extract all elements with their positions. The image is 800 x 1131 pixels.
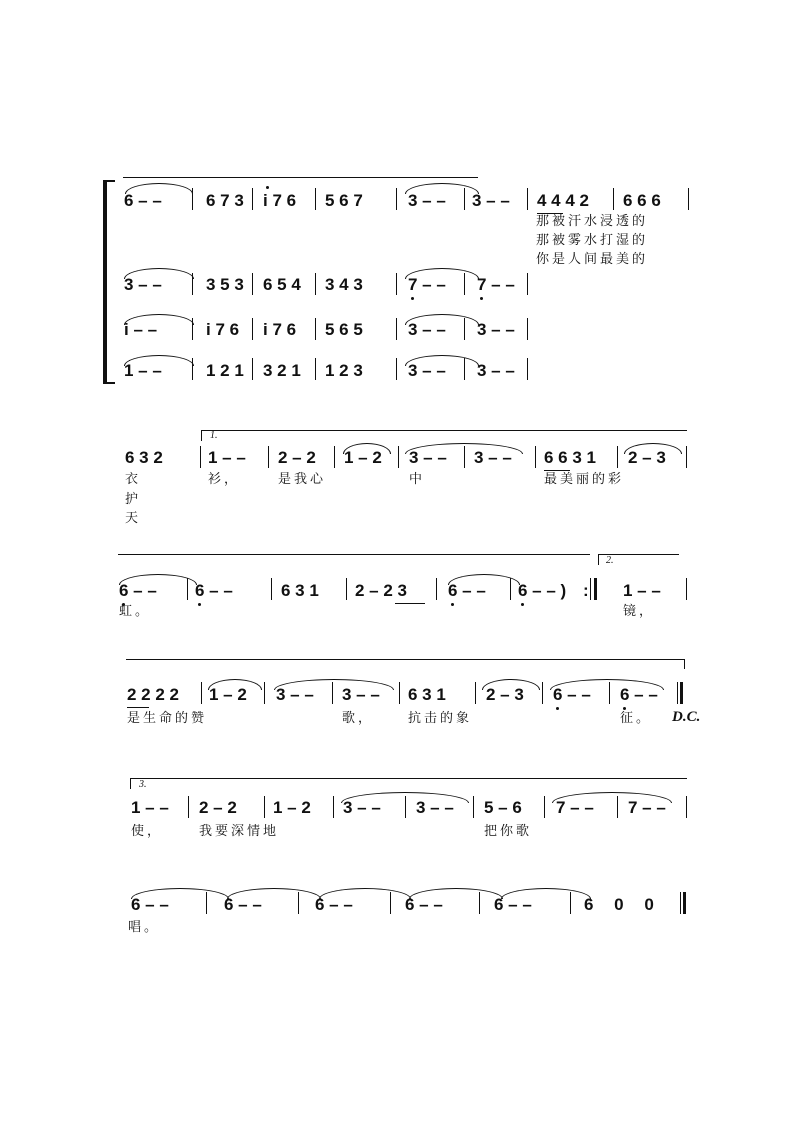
measure: 6 – –: [131, 895, 169, 914]
lyric: 我要深情地: [199, 824, 280, 839]
measure: 6 – –: [553, 685, 591, 704]
barline: [475, 682, 476, 704]
measure: 6 3 2: [125, 448, 163, 467]
measure: 6 – –: [224, 895, 262, 914]
measure: 6 – –: [448, 581, 486, 600]
volta-number: 3.: [139, 779, 147, 790]
measure: 6 – – ): [518, 581, 567, 600]
barline: [187, 578, 188, 600]
system-bracket: [103, 180, 115, 384]
measure: 6 6 3 1: [544, 448, 596, 467]
final-barline: [677, 682, 683, 704]
measure: 5 6 5: [325, 320, 363, 339]
low-octave-dot: [451, 603, 454, 606]
measure: 3 – –: [276, 685, 314, 704]
barline: [464, 358, 465, 380]
underline: [544, 470, 570, 471]
staff-line: [126, 659, 684, 660]
measure: 1 – 2: [344, 448, 382, 467]
barline: [333, 796, 334, 818]
lyric: 虹。: [119, 604, 152, 619]
barline: [527, 188, 528, 210]
barline: [535, 446, 536, 468]
measure: 1 – –: [623, 581, 661, 600]
bracket-end: [684, 659, 685, 669]
barline: [464, 446, 465, 468]
staff-line: [123, 177, 478, 178]
lyric: 唱。: [128, 920, 161, 935]
measure: 1 – –: [208, 448, 246, 467]
measure: 3 2 1: [263, 361, 301, 380]
barline: [609, 682, 610, 704]
measure: 3 – –: [408, 191, 446, 210]
barline: [405, 796, 406, 818]
measure: 6 3 1: [281, 581, 319, 600]
measure: 2 – 2 3: [355, 581, 407, 600]
measure: 6 6 6: [623, 191, 661, 210]
barline: [201, 682, 202, 704]
low-octave-dot: [198, 603, 201, 606]
measure: i 7 6: [206, 320, 240, 339]
measure: 3 – –: [409, 448, 447, 467]
barline: [315, 318, 316, 340]
measure: 7 – –: [628, 798, 666, 817]
barline: [252, 358, 253, 380]
measure: 2 – 2: [278, 448, 316, 467]
measure: 3 – –: [408, 320, 446, 339]
measure: 2 – 3: [628, 448, 666, 467]
lyric: 最美丽的彩: [544, 472, 625, 487]
measure: 6 3 1: [408, 685, 446, 704]
barline: [200, 446, 201, 468]
lyric: 中: [409, 472, 426, 487]
barline: [542, 682, 543, 704]
measure: 6 0 0: [584, 895, 654, 914]
lyric: 把你歌: [484, 824, 533, 839]
measure: 3 – –: [477, 361, 515, 380]
barline: [206, 892, 207, 914]
lyric: 征。: [620, 711, 653, 726]
measure: 3 – –: [472, 191, 510, 210]
barline: [613, 188, 614, 210]
barline: [396, 188, 397, 210]
barline: [617, 446, 618, 468]
measure: 6 – –: [195, 581, 233, 600]
barline: [464, 273, 465, 295]
measure: 7 – –: [408, 275, 446, 294]
barline: [192, 273, 193, 295]
lyric: 歌，: [342, 711, 375, 726]
measure: 6 7 3: [206, 191, 244, 210]
barline: [527, 358, 528, 380]
barline: [527, 318, 528, 340]
measure: 6 – –: [315, 895, 353, 914]
measure: 1 – 2: [209, 685, 247, 704]
measure: 6 – –: [494, 895, 532, 914]
lyric-line: 那被汗水浸透的: [536, 214, 649, 229]
barline: [332, 682, 333, 704]
barline: [399, 682, 400, 704]
barline: [390, 892, 391, 914]
volta-number: 2.: [606, 555, 614, 566]
measure: 6 – –: [620, 685, 658, 704]
barline: [298, 892, 299, 914]
measure: 5 – 6: [484, 798, 522, 817]
barline: [252, 273, 253, 295]
measure: 3 – –: [408, 361, 446, 380]
measure: 6 – –: [405, 895, 443, 914]
barline: [464, 318, 465, 340]
high-octave-dot: [266, 186, 269, 189]
measure: i – –: [124, 320, 158, 339]
volta-bracket: [201, 430, 687, 441]
barline: [473, 796, 474, 818]
lyric-line: 你是人间最美的: [536, 252, 649, 267]
barline: [686, 796, 687, 818]
low-octave-dot: [521, 603, 524, 606]
barline: [268, 446, 269, 468]
measure: 6 – –: [124, 191, 162, 210]
lyric: 护: [125, 492, 142, 507]
measure: 3 5 3: [206, 275, 244, 294]
lyric: 是生命的赞: [127, 711, 208, 726]
lyric: 衣: [125, 472, 142, 487]
barline: [315, 358, 316, 380]
measure: 3 4 3: [325, 275, 363, 294]
measure: 2 – 2: [199, 798, 237, 817]
measure: 1 – –: [131, 798, 169, 817]
barline: [686, 446, 687, 468]
barline: [464, 188, 465, 210]
barline: [188, 796, 189, 818]
measure: i 7 6: [263, 191, 297, 210]
repeat-end-barline: [590, 578, 597, 600]
measure: 2 – 3: [486, 685, 524, 704]
measure: 3 – –: [342, 685, 380, 704]
measure: 4 4 4 2: [537, 191, 589, 210]
barline: [252, 318, 253, 340]
low-octave-dot: [556, 707, 559, 710]
underline: [395, 603, 425, 604]
measure: 7 – –: [556, 798, 594, 817]
barline: [396, 318, 397, 340]
low-octave-dot: [623, 707, 626, 710]
measure: 6 – –: [119, 581, 157, 600]
measure: 1 2 1: [206, 361, 244, 380]
barline: [264, 796, 265, 818]
barline: [527, 273, 528, 295]
measure: 5 6 7: [325, 191, 363, 210]
low-octave-dot: [411, 297, 414, 300]
underline: [127, 707, 149, 708]
barline: [688, 188, 689, 210]
measure: 6 5 4: [263, 275, 301, 294]
barline: [264, 682, 265, 704]
low-octave-dot: [480, 297, 483, 300]
measure: 7 – –: [477, 275, 515, 294]
lyric: 衫，: [208, 472, 241, 487]
measure: 1 – 2: [273, 798, 311, 817]
barline: [334, 446, 335, 468]
measure: 3 – –: [343, 798, 381, 817]
barline: [192, 318, 193, 340]
barline: [315, 188, 316, 210]
staff-line: [118, 554, 590, 555]
measure: 3 – –: [416, 798, 454, 817]
measure: 1 – –: [124, 361, 162, 380]
volta-number: 1.: [210, 430, 218, 441]
measure: 3 – –: [474, 448, 512, 467]
lyric: 抗击的象: [408, 711, 473, 726]
barline: [271, 578, 272, 600]
lyric: 是我心: [278, 472, 327, 487]
measure: 1 2 3: [325, 361, 363, 380]
dc-marking: D.C.: [672, 709, 701, 725]
barline: [398, 446, 399, 468]
measure: 2 2 2 2: [127, 685, 179, 704]
barline: [192, 188, 193, 210]
barline: [396, 358, 397, 380]
barline: [544, 796, 545, 818]
final-barline: [680, 892, 686, 914]
volta-bracket: [130, 778, 687, 789]
barline: [396, 273, 397, 295]
barline: [570, 892, 571, 914]
measure: i 7 6: [263, 320, 297, 339]
lyric-line: 那被雾水打湿的: [536, 233, 649, 248]
barline: [510, 578, 511, 600]
repeat-dots: :: [583, 581, 589, 600]
measure: 3 – –: [124, 275, 162, 294]
barline: [686, 578, 687, 600]
measure: 3 – –: [477, 320, 515, 339]
lyric: 镜，: [623, 604, 656, 619]
lyric: 使，: [131, 824, 164, 839]
barline: [436, 578, 437, 600]
barline: [252, 188, 253, 210]
barline: [346, 578, 347, 600]
barline: [479, 892, 480, 914]
lyric: 天: [125, 511, 142, 526]
barline: [617, 796, 618, 818]
barline: [192, 358, 193, 380]
barline: [315, 273, 316, 295]
